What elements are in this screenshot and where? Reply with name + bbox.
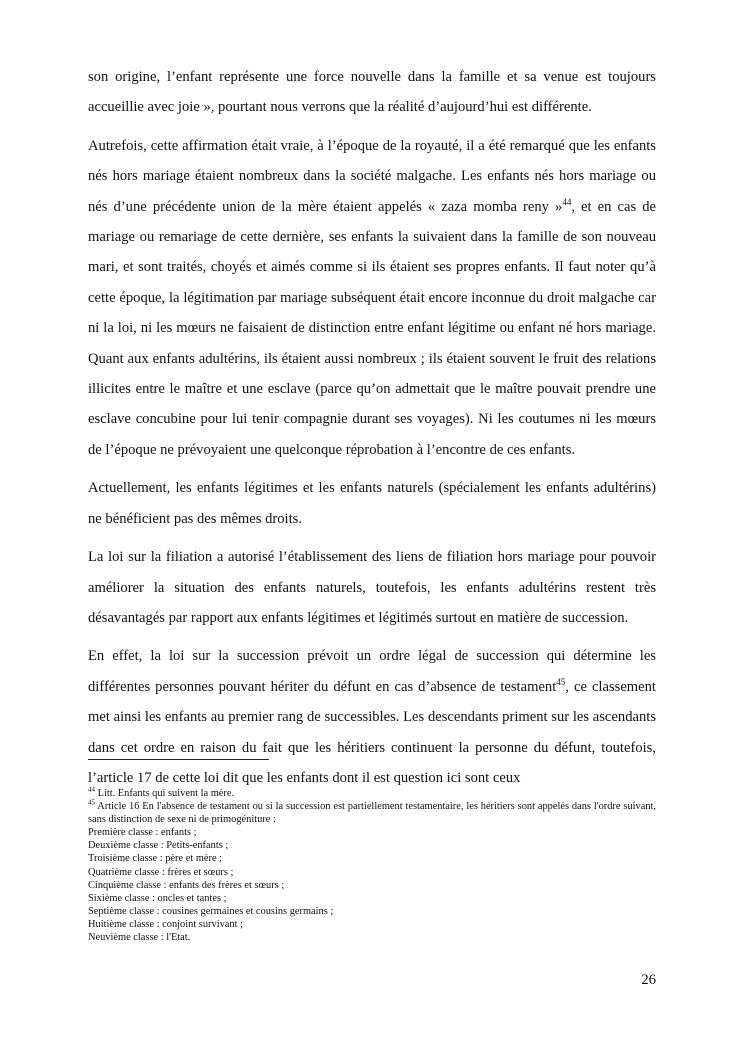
paragraph-text: En effet, la loi sur la succession prévoit un ordre légal de succession qui détermine les différentes personnes pouvant hériter du défunt en cas d’absence de testament [88, 648, 656, 695]
succession-class-item: Cinquième classe : enfants des frères et sœurs ; [88, 879, 285, 891]
paragraph: Actuellement, les enfants légitimes et les enfants naturels (spécialement les enfants adultérins) ne bénéficient pas des mêmes droits. [88, 480, 656, 527]
succession-class-item: Première classe : enfants ; [88, 827, 197, 839]
footnote-separator [88, 759, 269, 760]
paragraph [88, 131, 656, 465]
succession-class-item: Neuvième classe : l'Etat. [88, 932, 191, 944]
succession-class-item: Quatrième classe : frères et sœurs ; [88, 866, 234, 878]
footnote-text: Article 16 En l'absence de testament ou si la succession est partiellement testamentaire, les héritiers sont appelés dans l'ordre suivant, sans distinction de sexe ni de primogéniture : [88, 801, 656, 826]
paragraph [88, 641, 656, 793]
footnote-number: 45 [88, 798, 95, 807]
paragraph-text: , et en cas de mariage ou remariage de cette dernière, ses enfants la suivaient dans la famille de son nouveau mari, et sont traités, choyés et aimés comme si ils étaient ses propres enfants. Il faut noter qu’à cette époque, la légitimation par mariage subséquent était encore inconnue du droit malgache car ni la loi, ni les mœurs ne faisaient de distinction entre enfant légitime ou enfant né hors mariage. Quant aux enfants adultérins, ils étaient aussi nombreux ; ils étaient souvent le fruit des relations illicites entre le maître et une esclave (parce qu’on admettait que le maître pouvait prendre une esclave concubine pour lui tenir compagnie durant ses voyages). Ni les coutumes ni les mœurs de l’époque ne prévoyaient une quelconque réprobation à l’encontre de ces enfants. [88, 198, 656, 458]
succession-class-item: Troisième classe : père et mère ; [88, 853, 223, 865]
paragraph: son origine, l’enfant représente une force nouvelle dans la famille et sa venue est toujours accueillie avec joie », pourtant nous verrons que la réalité d’aujourd’hui est différente. [88, 69, 656, 116]
footnote-number: 44 [88, 785, 95, 794]
succession-class-item: Sixième classe : oncles et tantes ; [88, 892, 227, 904]
footnote-reference[interactable]: 45 [556, 676, 566, 687]
succession-class-item: Deuxième classe : Petits-enfants ; [88, 840, 229, 852]
footnotes [88, 787, 656, 944]
footnote-reference[interactable]: 44 [562, 196, 572, 207]
paragraph-text: , ce classement met ainsi les enfants au premier rang de successibles. Les descendants priment sur les ascendants dans cet ordre en raison du fait que les héritiers continuent la personne du défunt, toutefois, l’article 17 de cette loi dit que les enfants dont il est question ici sont ceux [88, 678, 656, 786]
footnote [88, 787, 656, 800]
page-number: 26 [641, 972, 656, 988]
footnote-text: Litt. Enfants qui suivent la mère. [95, 788, 235, 799]
paragraph-text: Autrefois, cette affirmation était vraie, à l’époque de la royauté, il a été remarqué que les enfants nés hors mariage étaient nombreux dans la société malgache. Les enfants nés hors mariage ou nés d’une précédente union de la mère étaient appelés « zaza momba reny » [88, 137, 656, 215]
succession-class-list [88, 826, 656, 944]
succession-class-item: Septième classe : cousines germaines et cousins germains ; [88, 905, 334, 917]
page-body [88, 62, 656, 801]
paragraph: La loi sur la filiation a autorisé l’établissement des liens de filiation hors mariage pour pouvoir améliorer la situation des enfants naturels, toutefois, les enfants adultérins restent très désavantagés par rapport aux enfants légitimes et légitimés surtout en matière de succession. [88, 549, 656, 626]
footnote [88, 800, 656, 826]
succession-class-item: Huitième classe : conjoint survivant ; [88, 918, 243, 930]
